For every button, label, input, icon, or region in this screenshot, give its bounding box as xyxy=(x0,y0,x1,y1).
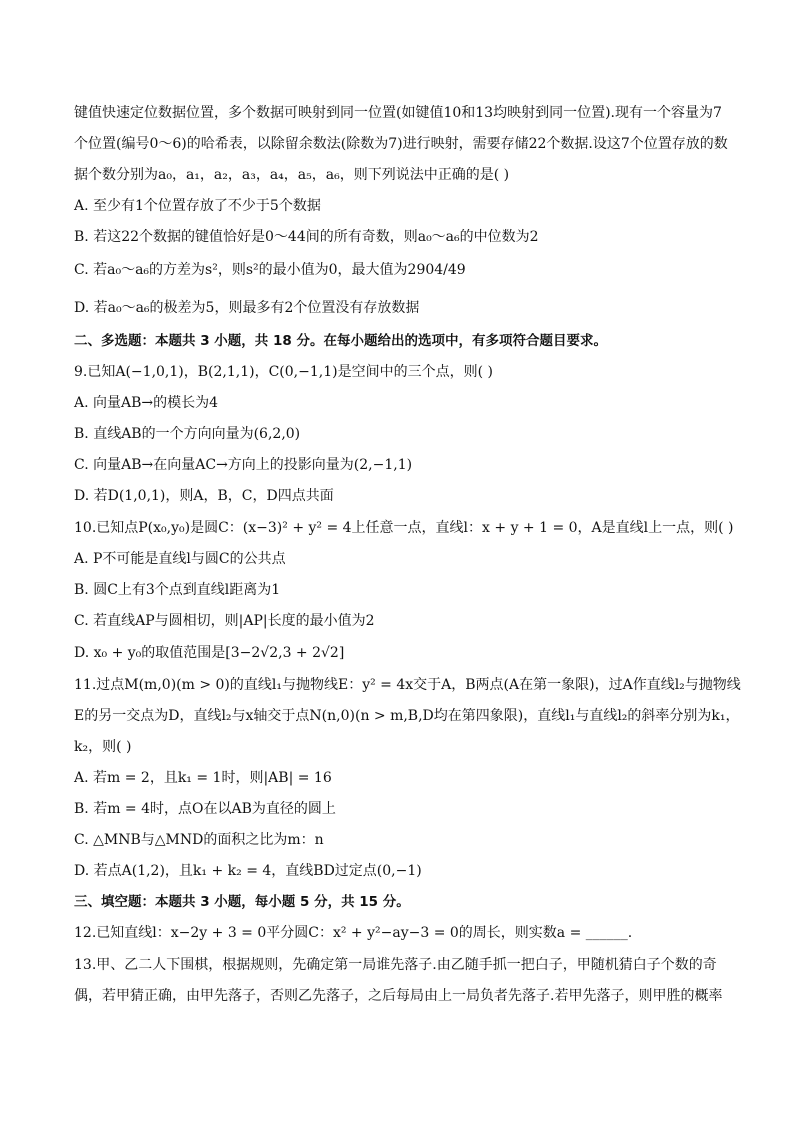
problem-8-stem-line-2: 个位置(编号0～6)的哈希表，以除留余数法(除数为7)进行映射，需要存储22个数据.设这7个位置存放的数 xyxy=(74,136,728,152)
problem-13-stem-line-2: 偶，若甲猜正确，由甲先落子，否则乙先落子，之后每局由上一局负者先落子.若甲先落子，则甲胜的概率 xyxy=(74,988,723,1004)
problem-11-option-d: D. 若点A(1,2)，且k₁ + k₂ = 4，直线BD过定点(0,−1) xyxy=(74,863,422,879)
problem-9-option-d: D. 若D(1,0,1)，则A，B，C，D四点共面 xyxy=(74,488,334,504)
problem-10-option-d: D. x₀ + y₀的取值范围是[3−2√2,3 + 2√2] xyxy=(74,645,345,661)
problem-9-option-b: B. 直线AB的一个方向向量为(6,2,0) xyxy=(74,426,301,442)
problem-10-option-a: A. P不可能是直线l与圆C的公共点 xyxy=(74,551,286,567)
problem-11-stem-line-2: E的另一交点为D，直线l₂与x轴交于点N(n,0)(n > m,B,D均在第四象限)，直线l₁与直线l₂的斜率分别为k₁， xyxy=(74,708,740,724)
problem-8-option-c: C. 若a₀～a₆的方差为s²，则s²的最小值为0，最大值为2904/49 xyxy=(74,262,466,278)
problem-11-option-b: B. 若m = 4时，点O在以AB为直径的圆上 xyxy=(74,801,336,817)
problem-10-stem: 10.已知点P(x₀,y₀)是圆C：(x−3)² + y² = 4上任意一点，直线l：x + y + 1 = 0，A是直线l上一点，则( ) xyxy=(74,520,734,536)
problem-11-option-c: C. △MNB与△MND的面积之比为m：n xyxy=(74,832,324,848)
problem-8-stem-line-3: 据个数分别为a₀，a₁，a₂，a₃，a₄，a₅，a₆，则下列说法中正确的是( ) xyxy=(74,167,510,183)
problem-8-stem-line-1: 键值快速定位数据位置，多个数据可映射到同一位置(如键值10和13均映射到同一位置).现有一个容量为7 xyxy=(74,105,722,121)
problem-9-option-c: C. 向量AB→在向量AC→方向上的投影向量为(2,−1,1) xyxy=(74,457,413,473)
problem-13-stem-line-1: 13.甲、乙二人下围棋，根据规则，先确定第一局谁先落子.由乙随手抓一把白子，甲随机猜白子个数的奇 xyxy=(74,957,717,973)
problem-11-option-a: A. 若m = 2，且k₁ = 1时，则|AB| = 16 xyxy=(74,770,332,786)
section-3-heading: 三、填空题：本题共 3 小题，每小题 5 分，共 15 分。 xyxy=(74,894,410,910)
problem-9-option-a: A. 向量AB→的模长为4 xyxy=(74,395,219,411)
problem-8-option-b: B. 若这22个数据的键值恰好是0～44间的所有奇数，则a₀～a₆的中位数为2 xyxy=(74,229,539,245)
section-2-heading: 二、多选题：本题共 3 小题，共 18 分。在每小题给出的选项中，有多项符合题目要求。 xyxy=(74,333,607,349)
problem-8-option-d: D. 若a₀～a₆的极差为5，则最多有2个位置没有存放数据 xyxy=(74,300,420,316)
problem-10-option-c: C. 若直线AP与圆相切，则|AP|长度的最小值为2 xyxy=(74,613,375,629)
problem-12-stem: 12.已知直线l：x−2y + 3 = 0平分圆C：x² + y²−ay−3 = 0的周长，则实数a = ______. xyxy=(74,925,633,941)
problem-11-stem-line-3: k₂，则( ) xyxy=(74,739,132,755)
problem-9-stem: 9.已知A(−1,0,1)，B(2,1,1)，C(0,−1,1)是空间中的三个点，则( ) xyxy=(74,364,493,380)
problem-8-option-a: A. 至少有1个位置存放了不少于5个数据 xyxy=(74,198,321,214)
problem-11-stem-line-1: 11.过点M(m,0)(m > 0)的直线l₁与抛物线E：y² = 4x交于A，B两点(A在第一象限)，过A作直线l₂与抛物线 xyxy=(74,677,741,693)
problem-10-option-b: B. 圆C上有3个点到直线l距离为1 xyxy=(74,582,281,598)
